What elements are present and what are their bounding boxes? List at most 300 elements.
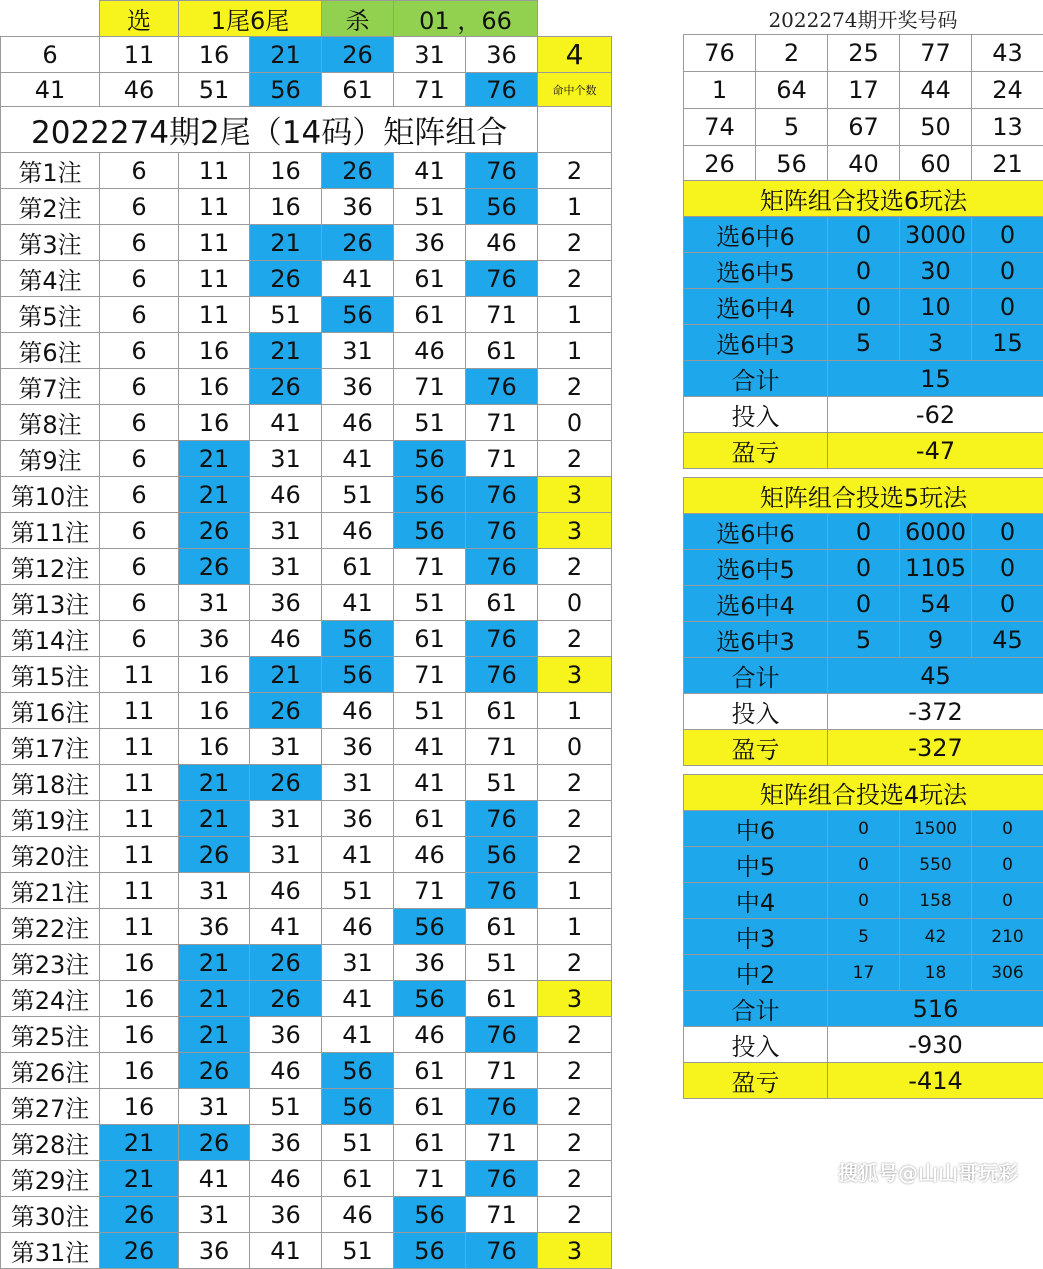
- prize-row: [684, 955, 1043, 991]
- bet-number: 6: [100, 225, 179, 261]
- bet-hits: 2: [538, 153, 612, 189]
- bet-hits: 2: [538, 549, 612, 585]
- bet-row: [1, 801, 612, 837]
- draw-number: 5: [756, 109, 828, 146]
- prize-value: 550: [900, 847, 972, 883]
- kill-label: 杀: [322, 1, 394, 37]
- bet-row: [1, 765, 612, 801]
- total-value: 15: [828, 361, 1043, 397]
- bet-row: [1, 657, 612, 693]
- prize-tier: 选6中5: [684, 550, 828, 586]
- draw-row: [684, 146, 1043, 183]
- bet-label: 第31注: [1, 1233, 100, 1269]
- bet-row: [1, 1161, 612, 1197]
- prize-row: [684, 289, 1043, 325]
- prize-value: 0: [828, 883, 900, 919]
- bet-number: 6: [100, 441, 179, 477]
- prize-value: 42: [900, 919, 972, 955]
- bet-number: 51: [466, 765, 538, 801]
- bet-number: 31: [250, 837, 322, 873]
- draw-caption: 2022274期开奖号码: [683, 4, 1043, 33]
- bet-number: 56: [322, 1089, 394, 1125]
- pool-number: 51: [179, 73, 250, 107]
- bet-number: 51: [322, 1125, 394, 1161]
- bet-hits: 1: [538, 693, 612, 729]
- bet-number: 6: [100, 513, 179, 549]
- bet-number: 11: [100, 693, 179, 729]
- bet-number: 6: [100, 477, 179, 513]
- bet-label: 第3注: [1, 225, 100, 261]
- draw-number: 17: [828, 72, 900, 109]
- bet-number: 6: [100, 333, 179, 369]
- prize-total-row: [684, 991, 1043, 1027]
- bet-number: 11: [100, 837, 179, 873]
- draw-row: [684, 35, 1043, 72]
- bet-number: 16: [179, 405, 250, 441]
- bet-number: 76: [466, 369, 538, 405]
- bet-hits: 2: [538, 621, 612, 657]
- bet-number: 36: [179, 621, 250, 657]
- bet-number: 31: [250, 549, 322, 585]
- bet-number: 11: [179, 225, 250, 261]
- bet-number: 71: [466, 1053, 538, 1089]
- bet-hits: 1: [538, 909, 612, 945]
- bet-row: [1, 585, 612, 621]
- prize-value: 5: [828, 622, 900, 658]
- prize-value: 45: [972, 622, 1043, 658]
- prize-pl-row: [684, 433, 1043, 469]
- bet-number: 46: [322, 513, 394, 549]
- matrix-title: 2022274期2尾（14码）矩阵组合: [1, 107, 538, 153]
- prize-value: 0: [828, 289, 900, 325]
- cost-value: -930: [828, 1027, 1043, 1063]
- prize-value: 158: [900, 883, 972, 919]
- prize-value: 0: [972, 847, 1043, 883]
- bet-row: [1, 549, 612, 585]
- bet-number: 6: [100, 621, 179, 657]
- bet-number: 36: [179, 1233, 250, 1269]
- title-blank: [538, 107, 612, 153]
- bet-number: 46: [250, 621, 322, 657]
- pool-number: 16: [179, 37, 250, 73]
- bet-number: 56: [394, 1233, 466, 1269]
- bet-number: 46: [394, 837, 466, 873]
- total-label: 合计: [684, 361, 828, 397]
- bet-number: 16: [179, 729, 250, 765]
- bet-number: 11: [100, 657, 179, 693]
- bet-number: 26: [100, 1197, 179, 1233]
- pl-label: 盈亏: [684, 730, 828, 766]
- bet-number: 61: [394, 801, 466, 837]
- bet-hits: 3: [538, 1233, 612, 1269]
- pl-label: 盈亏: [684, 433, 828, 469]
- bet-hits: 2: [538, 801, 612, 837]
- header-blank: [538, 1, 612, 37]
- bet-number: 26: [100, 1233, 179, 1269]
- bet-hits: 2: [538, 261, 612, 297]
- bet-number: 31: [322, 945, 394, 981]
- bet-number: 61: [466, 333, 538, 369]
- prize-value: 0: [828, 586, 900, 622]
- draw-row: [684, 72, 1043, 109]
- bet-number: 76: [466, 153, 538, 189]
- bet-row: [1, 513, 612, 549]
- prize-row: [684, 847, 1043, 883]
- prize-row: [684, 550, 1043, 586]
- prize-value: 5: [828, 919, 900, 955]
- bet-number: 16: [100, 1053, 179, 1089]
- bet-number: 16: [100, 1089, 179, 1125]
- bet-row: [1, 1089, 612, 1125]
- bet-number: 11: [179, 297, 250, 333]
- draw-numbers-table: [683, 34, 1043, 183]
- bet-number: 41: [322, 1017, 394, 1053]
- prize-value: 0: [828, 811, 900, 847]
- prize-value: 0: [828, 253, 900, 289]
- prize-row: [684, 586, 1043, 622]
- bet-row: [1, 1017, 612, 1053]
- draw-number: 2: [756, 35, 828, 72]
- bet-label: 第20注: [1, 837, 100, 873]
- bet-number: 56: [394, 909, 466, 945]
- draw-number: 50: [900, 109, 972, 146]
- pl-value: -47: [828, 433, 1043, 469]
- bet-number: 26: [322, 225, 394, 261]
- bet-number: 26: [179, 549, 250, 585]
- prize-tier: 选6中3: [684, 622, 828, 658]
- bet-number: 61: [394, 297, 466, 333]
- bet-number: 31: [179, 1197, 250, 1233]
- bet-number: 56: [394, 477, 466, 513]
- bet-number: 41: [250, 405, 322, 441]
- prize-value: 0: [972, 289, 1043, 325]
- cost-label: 投入: [684, 694, 828, 730]
- bet-number: 21: [179, 801, 250, 837]
- bet-number: 71: [394, 873, 466, 909]
- bet-label: 第22注: [1, 909, 100, 945]
- prize-value: 5: [828, 325, 900, 361]
- prize-row: [684, 514, 1043, 550]
- bet-row: [1, 873, 612, 909]
- bet-label: 第23注: [1, 945, 100, 981]
- bet-number: 26: [250, 945, 322, 981]
- prize-value: 3: [900, 325, 972, 361]
- bet-row: [1, 1053, 612, 1089]
- bet-number: 46: [250, 1053, 322, 1089]
- bet-number: 41: [394, 729, 466, 765]
- total-label: 合计: [684, 991, 828, 1027]
- bet-hits: 3: [538, 477, 612, 513]
- prize-value: 0: [828, 550, 900, 586]
- bet-number: 56: [322, 657, 394, 693]
- bet-label: 第2注: [1, 189, 100, 225]
- bet-number: 21: [250, 333, 322, 369]
- bet-number: 36: [322, 189, 394, 225]
- prize-tier: 中2: [684, 955, 828, 991]
- pool-number: 41: [1, 73, 100, 107]
- bet-row: [1, 153, 612, 189]
- bet-number: 16: [250, 153, 322, 189]
- header-blank: [1, 1, 100, 37]
- bet-number: 36: [250, 1125, 322, 1161]
- play5-table: [683, 477, 1043, 766]
- bet-label: 第26注: [1, 1053, 100, 1089]
- bet-number: 41: [322, 585, 394, 621]
- bet-number: 51: [322, 477, 394, 513]
- bet-number: 26: [179, 1125, 250, 1161]
- bet-number: 11: [179, 189, 250, 225]
- pool-number: 31: [394, 37, 466, 73]
- bet-hits: 1: [538, 189, 612, 225]
- bet-number: 76: [466, 513, 538, 549]
- draw-number: 74: [684, 109, 756, 146]
- bet-number: 71: [466, 729, 538, 765]
- bet-row: [1, 1233, 612, 1269]
- tail-label: 1尾6尾: [179, 1, 322, 37]
- prize-pl-row: [684, 730, 1043, 766]
- bet-number: 56: [466, 837, 538, 873]
- bet-number: 36: [322, 369, 394, 405]
- bet-number: 36: [322, 729, 394, 765]
- bet-number: 11: [100, 729, 179, 765]
- bet-number: 71: [466, 441, 538, 477]
- bet-number: 56: [322, 621, 394, 657]
- prize-tier: 选6中5: [684, 253, 828, 289]
- bet-number: 61: [394, 261, 466, 297]
- bet-number: 26: [179, 1053, 250, 1089]
- bet-number: 11: [179, 261, 250, 297]
- bet-row: [1, 333, 612, 369]
- bet-hits: 3: [538, 657, 612, 693]
- bet-number: 6: [100, 297, 179, 333]
- bet-number: 71: [466, 297, 538, 333]
- bet-row: [1, 729, 612, 765]
- bet-label: 第16注: [1, 693, 100, 729]
- pool-number: 71: [394, 73, 466, 107]
- bet-number: 16: [179, 693, 250, 729]
- bet-row: [1, 189, 612, 225]
- bet-number: 61: [466, 981, 538, 1017]
- bet-hits: 3: [538, 513, 612, 549]
- bet-label: 第11注: [1, 513, 100, 549]
- bet-number: 61: [394, 1125, 466, 1161]
- bet-number: 76: [466, 1161, 538, 1197]
- prize-row: [684, 883, 1043, 919]
- bet-number: 41: [322, 261, 394, 297]
- bet-hits: 0: [538, 405, 612, 441]
- bet-number: 21: [179, 1017, 250, 1053]
- bet-label: 第18注: [1, 765, 100, 801]
- bet-number: 31: [322, 333, 394, 369]
- pool-number: 36: [466, 37, 538, 73]
- bet-label: 第1注: [1, 153, 100, 189]
- bet-number: 31: [322, 765, 394, 801]
- prize-value: 0: [972, 253, 1043, 289]
- bet-row: [1, 477, 612, 513]
- bet-number: 46: [250, 873, 322, 909]
- cost-label: 投入: [684, 397, 828, 433]
- bet-number: 46: [322, 909, 394, 945]
- bet-number: 51: [394, 693, 466, 729]
- bet-number: 76: [466, 261, 538, 297]
- bet-number: 71: [394, 657, 466, 693]
- bet-number: 21: [250, 225, 322, 261]
- bet-number: 61: [394, 1053, 466, 1089]
- draw-number: 44: [900, 72, 972, 109]
- bet-hits: 2: [538, 1197, 612, 1233]
- prize-value: 1500: [900, 811, 972, 847]
- bet-hits: 1: [538, 873, 612, 909]
- bet-number: 41: [394, 153, 466, 189]
- bet-number: 61: [394, 621, 466, 657]
- bet-number: 56: [322, 297, 394, 333]
- bet-number: 11: [100, 765, 179, 801]
- prize-value: 10: [900, 289, 972, 325]
- bet-number: 16: [179, 657, 250, 693]
- prize-tier: 中4: [684, 883, 828, 919]
- bet-row: [1, 621, 612, 657]
- bet-number: 71: [394, 369, 466, 405]
- bet-row: [1, 261, 612, 297]
- bet-hits: 3: [538, 981, 612, 1017]
- bet-row: [1, 225, 612, 261]
- bet-number: 46: [394, 1017, 466, 1053]
- bet-label: 第13注: [1, 585, 100, 621]
- prize-value: 210: [972, 919, 1043, 955]
- bet-label: 第9注: [1, 441, 100, 477]
- bet-hits: 2: [538, 945, 612, 981]
- bet-hits: 1: [538, 297, 612, 333]
- bet-number: 51: [322, 1233, 394, 1269]
- bet-number: 31: [250, 513, 322, 549]
- prize-value: 0: [828, 514, 900, 550]
- bet-number: 36: [250, 1017, 322, 1053]
- bet-number: 26: [179, 513, 250, 549]
- bet-number: 76: [466, 1017, 538, 1053]
- bet-number: 26: [250, 369, 322, 405]
- bet-number: 76: [466, 873, 538, 909]
- bet-number: 46: [250, 477, 322, 513]
- bet-number: 46: [250, 1161, 322, 1197]
- bet-number: 26: [250, 261, 322, 297]
- bet-number: 26: [250, 765, 322, 801]
- bet-number: 6: [100, 189, 179, 225]
- bet-number: 21: [100, 1125, 179, 1161]
- prize-value: 0: [972, 550, 1043, 586]
- bet-number: 21: [100, 1161, 179, 1197]
- bet-number: 41: [322, 837, 394, 873]
- bet-number: 61: [322, 549, 394, 585]
- bet-number: 11: [100, 909, 179, 945]
- pool-number: 76: [466, 73, 538, 107]
- prize-value: 9: [900, 622, 972, 658]
- bet-label: 第14注: [1, 621, 100, 657]
- bet-number: 76: [466, 801, 538, 837]
- draw-number: 24: [972, 72, 1043, 109]
- prize-cost-row: [684, 397, 1043, 433]
- bet-hits: 2: [538, 1125, 612, 1161]
- bet-row: [1, 369, 612, 405]
- hit-count: 4: [538, 37, 612, 73]
- prize-value: 1105: [900, 550, 972, 586]
- bet-label: 第15注: [1, 657, 100, 693]
- prize-row: [684, 622, 1043, 658]
- bet-hits: 2: [538, 1089, 612, 1125]
- bet-label: 第19注: [1, 801, 100, 837]
- bet-number: 56: [394, 981, 466, 1017]
- prize-cost-row: [684, 1027, 1043, 1063]
- draw-number: 43: [972, 35, 1043, 72]
- bet-number: 76: [466, 549, 538, 585]
- bet-number: 21: [250, 657, 322, 693]
- prize-row: [684, 253, 1043, 289]
- bet-label: 第5注: [1, 297, 100, 333]
- bet-number: 71: [466, 405, 538, 441]
- bet-number: 46: [322, 405, 394, 441]
- bet-number: 36: [250, 585, 322, 621]
- prize-pl-row: [684, 1063, 1043, 1099]
- bet-hits: 0: [538, 729, 612, 765]
- prize-tier: 选6中4: [684, 586, 828, 622]
- bet-number: 26: [250, 693, 322, 729]
- bet-number: 31: [179, 1089, 250, 1125]
- bet-number: 46: [394, 333, 466, 369]
- bet-number: 6: [100, 549, 179, 585]
- bet-number: 56: [394, 441, 466, 477]
- bet-number: 71: [466, 1197, 538, 1233]
- draw-number: 64: [756, 72, 828, 109]
- bet-number: 11: [100, 873, 179, 909]
- bet-number: 21: [179, 477, 250, 513]
- pool-number: 11: [100, 37, 179, 73]
- bet-number: 76: [466, 1089, 538, 1125]
- bet-number: 21: [179, 765, 250, 801]
- play4-table: [683, 774, 1043, 1099]
- bet-number: 46: [322, 1197, 394, 1233]
- prize-value: 0: [972, 883, 1043, 919]
- prize-row: [684, 811, 1043, 847]
- bet-number: 71: [394, 549, 466, 585]
- pool-row: [1, 73, 612, 107]
- bet-number: 46: [322, 693, 394, 729]
- bet-label: 第10注: [1, 477, 100, 513]
- bet-number: 36: [250, 1197, 322, 1233]
- prize-title-row: [684, 775, 1043, 811]
- prize-title: 矩阵组合投选5玩法: [684, 478, 1043, 514]
- bet-number: 51: [322, 873, 394, 909]
- bet-hits: 2: [538, 225, 612, 261]
- prize-value: 0: [972, 514, 1043, 550]
- bet-number: 6: [100, 585, 179, 621]
- bet-number: 56: [394, 1197, 466, 1233]
- bet-number: 16: [100, 1017, 179, 1053]
- bet-number: 76: [466, 657, 538, 693]
- bet-number: 36: [394, 225, 466, 261]
- bet-number: 6: [100, 369, 179, 405]
- prize-row: [684, 919, 1043, 955]
- draw-number: 60: [900, 146, 972, 183]
- prize-tier: 选6中6: [684, 514, 828, 550]
- bet-row: [1, 909, 612, 945]
- bet-number: 71: [466, 1125, 538, 1161]
- bet-row: [1, 693, 612, 729]
- pool-number: 46: [100, 73, 179, 107]
- bet-hits: 2: [538, 1017, 612, 1053]
- pool-number: 26: [322, 37, 394, 73]
- prize-value: 15: [972, 325, 1043, 361]
- prize-title: 矩阵组合投选4玩法: [684, 775, 1043, 811]
- bet-label: 第17注: [1, 729, 100, 765]
